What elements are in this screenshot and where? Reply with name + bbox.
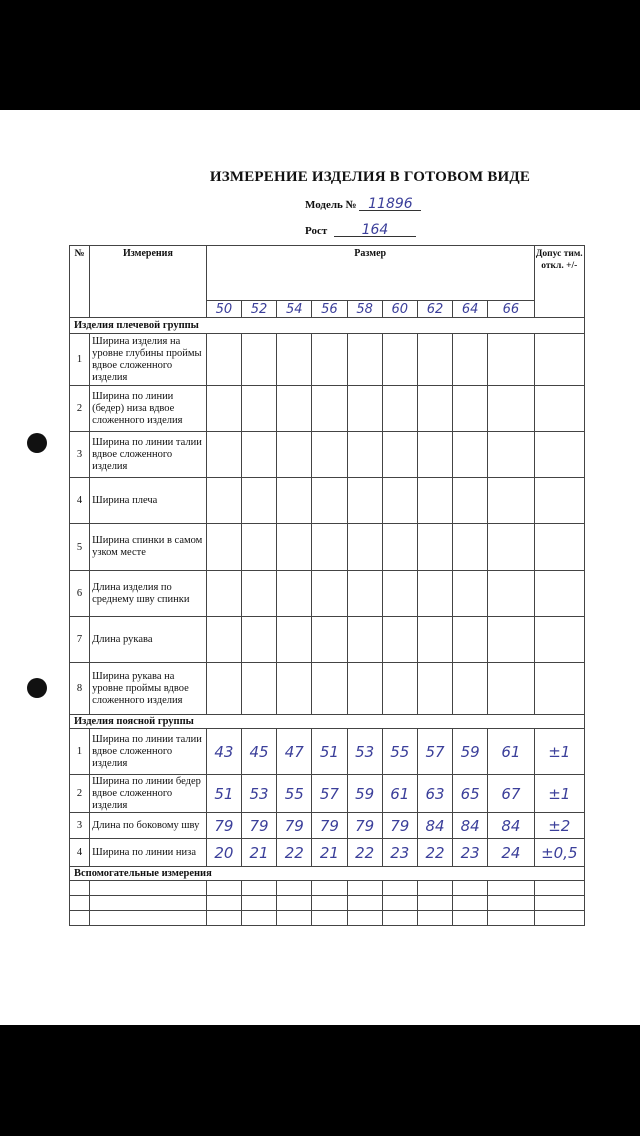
empty-cell	[382, 911, 417, 926]
value-cell	[312, 478, 347, 524]
empty-cell	[241, 881, 276, 896]
empty-cell	[312, 911, 347, 926]
value-cell	[453, 524, 488, 571]
size-header-cell: 62	[417, 301, 452, 318]
empty-cell	[417, 911, 452, 926]
empty-cell	[382, 896, 417, 911]
empty-cell	[70, 896, 90, 911]
value-cell	[277, 334, 312, 386]
value-cell	[417, 386, 452, 432]
value-cell	[417, 571, 452, 617]
value-cell	[241, 571, 276, 617]
measurement-name: Длина изделия по среднему шву спинки	[90, 571, 207, 617]
value-cell: 79	[277, 813, 312, 839]
tolerance-cell	[534, 432, 584, 478]
row-number: 7	[70, 617, 90, 663]
tolerance-cell: ±2	[534, 813, 584, 839]
document-sheet	[0, 110, 640, 1025]
value-cell	[488, 663, 534, 715]
value-cell	[347, 524, 382, 571]
row-number: 1	[70, 729, 90, 775]
empty-cell	[277, 911, 312, 926]
row-number: 1	[70, 334, 90, 386]
value-cell	[312, 524, 347, 571]
row-number: 8	[70, 663, 90, 715]
row-number: 4	[70, 839, 90, 867]
tolerance-cell: ±1	[534, 729, 584, 775]
value-cell: 57	[417, 729, 452, 775]
tolerance-cell	[534, 334, 584, 386]
value-cell	[453, 386, 488, 432]
section-title: Вспомогательные измерения	[70, 867, 585, 881]
size-header-cell: 58	[347, 301, 382, 318]
value-cell	[488, 617, 534, 663]
empty-cell	[90, 881, 207, 896]
value-cell	[417, 334, 452, 386]
value-cell	[241, 617, 276, 663]
value-cell	[417, 478, 452, 524]
measurement-name: Ширина плеча	[90, 478, 207, 524]
measurement-name: Ширина спинки в самом узком месте	[90, 524, 207, 571]
col-header-no: №	[70, 246, 90, 318]
empty-row	[70, 896, 585, 911]
value-cell: 21	[241, 839, 276, 867]
model-label: Модель №	[305, 199, 357, 211]
value-cell	[488, 478, 534, 524]
value-cell	[206, 478, 241, 524]
value-cell	[312, 386, 347, 432]
value-cell	[417, 432, 452, 478]
measurement-name: Ширина по линии талии вдвое сложенного изделия	[90, 729, 207, 775]
tolerance-cell: ±1	[534, 775, 584, 813]
empty-cell	[488, 911, 534, 926]
empty-cell	[534, 911, 584, 926]
value-cell	[206, 524, 241, 571]
empty-cell	[453, 881, 488, 896]
value-cell	[347, 432, 382, 478]
section-title: Изделия поясной группы	[70, 715, 585, 729]
table-row	[70, 334, 585, 386]
empty-cell	[417, 881, 452, 896]
section-row	[70, 867, 585, 881]
empty-cell	[277, 881, 312, 896]
tolerance-cell	[534, 524, 584, 571]
table-row	[70, 663, 585, 715]
value-cell	[277, 386, 312, 432]
value-cell	[312, 617, 347, 663]
empty-cell	[453, 911, 488, 926]
measurement-name: Ширина по линии талии вдвое сложенного изделия	[90, 432, 207, 478]
empty-cell	[241, 896, 276, 911]
value-cell	[347, 571, 382, 617]
value-cell	[277, 617, 312, 663]
value-cell: 65	[453, 775, 488, 813]
col-header-tolerance: Допус тим. откл. +/-	[534, 246, 584, 318]
row-number: 5	[70, 524, 90, 571]
measurement-name: Ширина по линии (бедер) низа вдвое сложенного изделия	[90, 386, 207, 432]
row-number: 4	[70, 478, 90, 524]
value-cell: 47	[277, 729, 312, 775]
value-cell: 55	[277, 775, 312, 813]
value-cell	[453, 334, 488, 386]
value-cell: 20	[206, 839, 241, 867]
measurement-name: Длина по боковому шву	[90, 813, 207, 839]
value-cell	[347, 617, 382, 663]
size-header-cell: 56	[312, 301, 347, 318]
value-cell	[206, 617, 241, 663]
size-header-cell: 52	[241, 301, 276, 318]
value-cell	[453, 478, 488, 524]
value-cell: 21	[312, 839, 347, 867]
row-number: 6	[70, 571, 90, 617]
page-title: ИЗМЕРЕНИЕ ИЗДЕЛИЯ В ГОТОВОМ ВИДЕ	[209, 169, 531, 185]
value-cell: 63	[417, 775, 452, 813]
value-cell	[312, 334, 347, 386]
value-cell	[277, 524, 312, 571]
measurement-name: Длина рукава	[90, 617, 207, 663]
height-row	[305, 222, 416, 237]
value-cell: 59	[453, 729, 488, 775]
value-cell	[488, 524, 534, 571]
empty-cell	[277, 896, 312, 911]
height-label: Рост	[305, 225, 328, 237]
value-cell: 79	[382, 813, 417, 839]
table-row	[70, 571, 585, 617]
value-cell: 53	[241, 775, 276, 813]
value-cell	[417, 524, 452, 571]
value-cell: 84	[488, 813, 534, 839]
empty-cell	[206, 881, 241, 896]
value-cell	[488, 571, 534, 617]
value-cell: 79	[206, 813, 241, 839]
value-cell	[312, 571, 347, 617]
col-header-measure: Измерения	[90, 246, 207, 318]
value-cell	[382, 478, 417, 524]
value-cell: 22	[347, 839, 382, 867]
value-cell	[488, 432, 534, 478]
value-cell: 23	[382, 839, 417, 867]
value-cell: 59	[347, 775, 382, 813]
empty-cell	[534, 881, 584, 896]
row-number: 3	[70, 432, 90, 478]
value-cell	[241, 334, 276, 386]
tolerance-cell	[534, 478, 584, 524]
value-cell	[382, 571, 417, 617]
value-cell	[347, 334, 382, 386]
measurement-name: Ширина рукава на уровне проймы вдвое сложенного изделия	[90, 663, 207, 715]
size-header-cell: 66	[488, 301, 534, 318]
value-cell: 67	[488, 775, 534, 813]
value-cell	[488, 386, 534, 432]
value-cell	[206, 663, 241, 715]
value-cell	[417, 663, 452, 715]
empty-cell	[312, 896, 347, 911]
value-cell	[206, 432, 241, 478]
section-row	[70, 715, 585, 729]
value-cell: 79	[312, 813, 347, 839]
row-number: 2	[70, 775, 90, 813]
value-cell	[382, 524, 417, 571]
empty-cell	[488, 881, 534, 896]
value-cell: 84	[453, 813, 488, 839]
value-cell: 45	[241, 729, 276, 775]
value-cell	[206, 386, 241, 432]
tolerance-cell	[534, 386, 584, 432]
value-cell: 84	[417, 813, 452, 839]
punch-hole	[27, 678, 47, 698]
empty-cell	[488, 896, 534, 911]
value-cell	[277, 478, 312, 524]
table-row	[70, 478, 585, 524]
value-cell: 51	[312, 729, 347, 775]
value-cell: 22	[277, 839, 312, 867]
value-cell	[241, 524, 276, 571]
tolerance-cell	[534, 571, 584, 617]
row-number: 3	[70, 813, 90, 839]
value-cell	[382, 663, 417, 715]
empty-cell	[453, 896, 488, 911]
value-cell	[382, 334, 417, 386]
size-header-cell: 60	[382, 301, 417, 318]
table-row	[70, 524, 585, 571]
value-cell	[382, 386, 417, 432]
empty-cell	[347, 881, 382, 896]
value-cell	[382, 617, 417, 663]
measurement-table	[69, 245, 585, 926]
empty-cell	[417, 896, 452, 911]
col-header-size: Размер	[206, 246, 534, 301]
value-cell: 24	[488, 839, 534, 867]
empty-cell	[70, 911, 90, 926]
value-cell	[277, 571, 312, 617]
table-row	[70, 813, 585, 839]
value-cell: 61	[488, 729, 534, 775]
header-row	[70, 246, 585, 301]
section-row	[70, 318, 585, 334]
value-cell: 61	[382, 775, 417, 813]
empty-cell	[347, 896, 382, 911]
height-value: 164	[361, 222, 389, 238]
value-cell	[206, 571, 241, 617]
empty-cell	[534, 896, 584, 911]
empty-cell	[241, 911, 276, 926]
size-header-cell: 64	[453, 301, 488, 318]
empty-cell	[90, 911, 207, 926]
value-cell: 79	[241, 813, 276, 839]
model-row	[305, 196, 421, 211]
value-cell	[453, 432, 488, 478]
empty-cell	[312, 881, 347, 896]
table-row	[70, 432, 585, 478]
value-cell: 22	[417, 839, 452, 867]
table-row	[70, 386, 585, 432]
value-cell	[241, 478, 276, 524]
value-cell: 79	[347, 813, 382, 839]
value-cell: 43	[206, 729, 241, 775]
value-cell: 57	[312, 775, 347, 813]
tolerance-cell	[534, 617, 584, 663]
value-cell	[417, 617, 452, 663]
empty-cell	[90, 896, 207, 911]
table-row	[70, 839, 585, 867]
value-cell	[347, 386, 382, 432]
empty-cell	[347, 911, 382, 926]
empty-row	[70, 911, 585, 926]
value-cell	[488, 334, 534, 386]
size-header-cell: 50	[206, 301, 241, 318]
value-cell: 53	[347, 729, 382, 775]
section-title: Изделия плечевой группы	[70, 318, 585, 334]
size-header-cell: 54	[277, 301, 312, 318]
empty-cell	[70, 881, 90, 896]
tolerance-cell: ±0,5	[534, 839, 584, 867]
table-row	[70, 775, 585, 813]
value-cell	[347, 663, 382, 715]
measurement-name: Ширина по линии бедер вдвое сложенного изделия	[90, 775, 207, 813]
tolerance-cell	[534, 663, 584, 715]
empty-row	[70, 881, 585, 896]
table-row	[70, 729, 585, 775]
empty-cell	[206, 911, 241, 926]
value-cell	[277, 663, 312, 715]
punch-hole	[27, 433, 47, 453]
value-cell	[453, 617, 488, 663]
value-cell	[241, 386, 276, 432]
value-cell	[453, 663, 488, 715]
value-cell	[241, 432, 276, 478]
measurement-name: Ширина изделия на уровне глубины проймы вдвое сложенного изделия	[90, 334, 207, 386]
value-cell	[312, 432, 347, 478]
value-cell: 51	[206, 775, 241, 813]
value-cell	[206, 334, 241, 386]
value-cell	[277, 432, 312, 478]
model-value: 11896	[368, 196, 413, 212]
value-cell	[347, 478, 382, 524]
value-cell: 55	[382, 729, 417, 775]
value-cell	[382, 432, 417, 478]
empty-cell	[206, 896, 241, 911]
measurement-name: Ширина по линии низа	[90, 839, 207, 867]
value-cell	[312, 663, 347, 715]
value-cell: 23	[453, 839, 488, 867]
value-cell	[241, 663, 276, 715]
row-number: 2	[70, 386, 90, 432]
empty-cell	[382, 881, 417, 896]
table-row	[70, 617, 585, 663]
value-cell	[453, 571, 488, 617]
